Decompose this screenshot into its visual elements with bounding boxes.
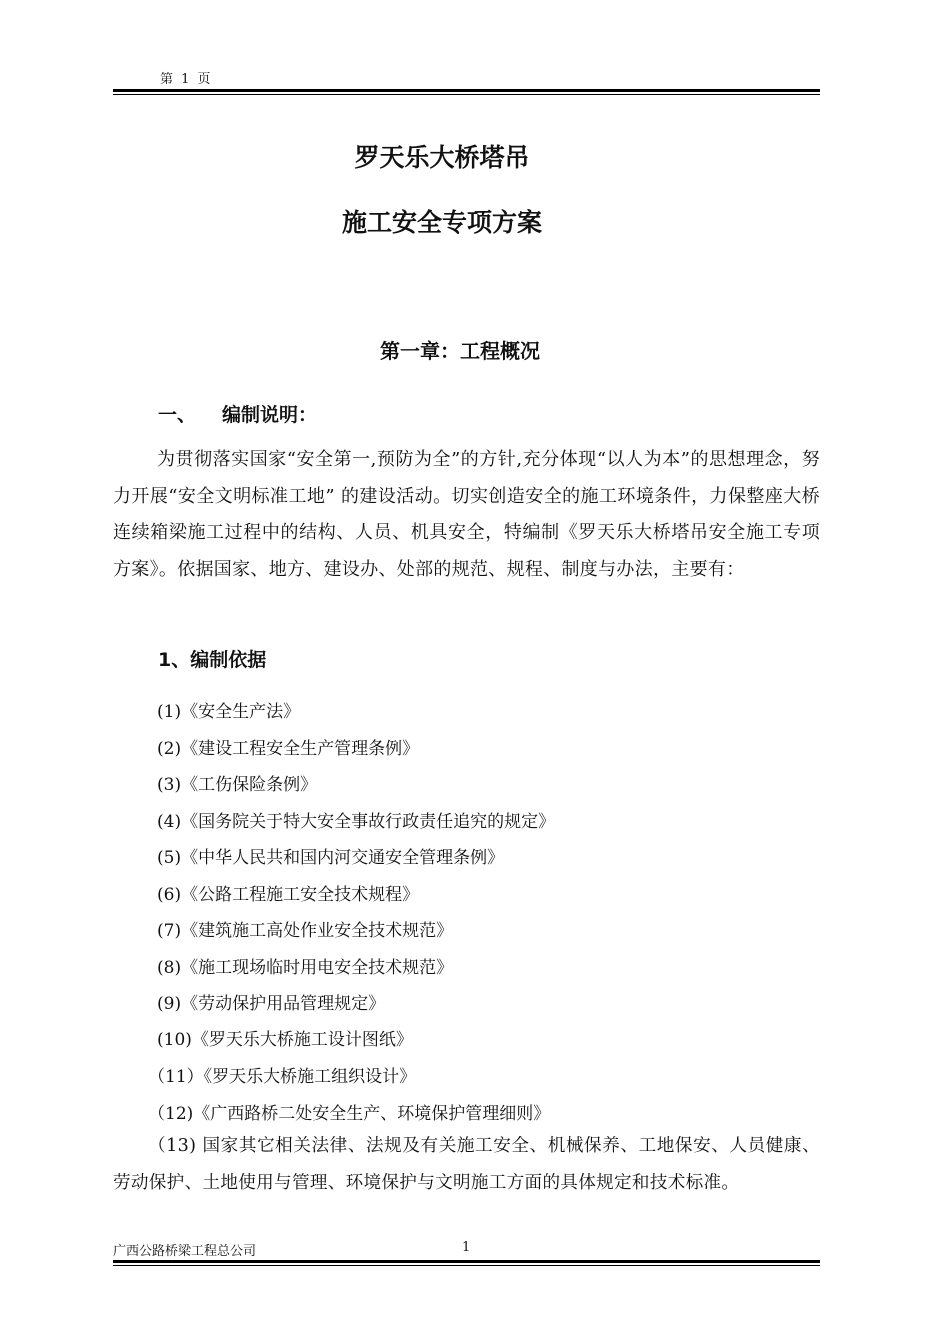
subsection-heading: 1、编制依据 — [158, 649, 267, 671]
footer-rule — [113, 1260, 820, 1263]
list-item: （11）《罗天乐大桥施工组织设计》 — [148, 1067, 417, 1087]
list-item: (2)《建设工程安全生产管理条例》 — [157, 739, 420, 759]
list-item: (10)《罗天乐大桥施工设计图纸》 — [157, 1030, 413, 1050]
footer-page-number: 1 — [462, 1240, 471, 1255]
footer-company: 广西公路桥梁工程总公司 — [113, 1244, 257, 1259]
list-item: (4)《国务院关于特大安全事故行政责任追究的规定》 — [157, 812, 556, 832]
list-item: (6)《公路工程施工安全技术规程》 — [157, 885, 420, 905]
header-rule-thin — [113, 94, 820, 95]
section-title: 编制说明： — [222, 404, 318, 426]
list-item: (7)《建筑施工高处作业安全技术规范》 — [157, 921, 454, 941]
header-rule — [113, 89, 820, 92]
list-item-final: （13) 国家其它相关法律、法规及有关施工安全、机械保养、工地保安、人员健康、劳动保护、土地使用与管理、环境保护与文明施工方面的具体规定和技术标准。 — [113, 1136, 820, 1193]
document-title-line1: 罗天乐大桥塔吊 — [354, 143, 530, 172]
footer-rule-thin — [113, 1265, 820, 1266]
list-item: (3)《工伤保险条例》 — [157, 775, 318, 795]
intro-paragraph: 为贯彻落实国家“安全第一,预防为全”的方针,充分体现“以人为本”的思想理念，努力开展“安全文明标准工地” 的建设活动。切实创造安全的施工环境条件，力保整座大桥连续箱梁施工过程中的结构、人员、机具安全，特编制《罗天乐大桥塔吊安全施工专项方案》。依据国家、地方、建设办、处部的规范、规程、制度与办法，主要有： — [113, 449, 820, 580]
document-title-line2: 施工安全专项方案 — [341, 208, 542, 237]
section-number: 一、 — [158, 404, 197, 426]
list-item: (1)《安全生产法》 — [157, 702, 301, 722]
list-item: （12)《广西路桥二处安全生产、环境保护管理细则》 — [148, 1104, 551, 1124]
chapter-heading: 第一章：工程概况 — [380, 339, 540, 363]
header-page-label: 第 1 页 — [160, 72, 213, 87]
list-item: (5)《中华人民共和国内河交通安全管理条例》 — [157, 848, 505, 868]
list-item: (8)《施工现场临时用电安全技术规范》 — [157, 958, 454, 978]
section-heading — [158, 400, 317, 427]
list-item: (9)《劳动保护用品管理规定》 — [157, 994, 386, 1014]
